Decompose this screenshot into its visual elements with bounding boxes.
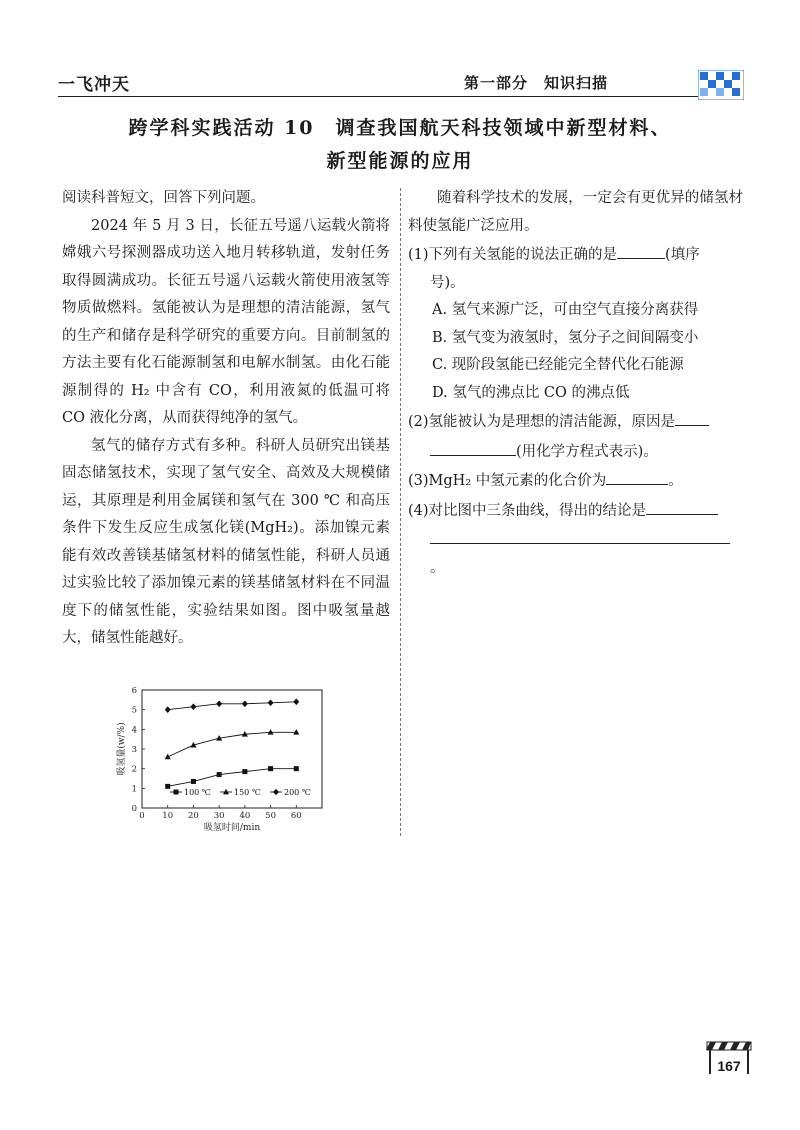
legend-label: 150 ℃ [234,788,261,797]
header-rule [58,96,700,97]
x-tick-label: 0 [139,811,145,821]
option-b: B. 氢气变为液氢时，氢分子之间间隔变小 [432,329,699,346]
section-name: 知识扫描 [543,74,608,92]
data-point-diamond [293,699,299,706]
y-tick-label: 6 [131,686,137,696]
legend-marker-square [174,790,179,795]
data-point-square [165,784,170,789]
data-point-square [217,772,222,777]
hydrogen-absorption-chart [112,680,352,840]
series-line-triangle [168,732,297,757]
brand-logo: 一飞冲天 [58,75,130,95]
intro-text: 阅读科普短文，回答下列问题。 [62,190,265,206]
x-axis-label: 吸氢时间/min [203,823,261,833]
page-number: 167 [717,1058,741,1074]
question-1-text: (1)下列有关氢能的说法正确的是 [408,247,618,263]
answer-blank-3[interactable] [606,466,668,485]
x-tick-label: 40 [239,811,251,821]
section-part: 第一部分 [463,74,528,92]
data-point-square [268,766,273,771]
data-point-square [294,766,299,771]
series-line-diamond [168,702,297,710]
answer-blank-2a[interactable] [675,407,709,426]
article-paragraph-2: 氢气的储存方式有多种。科研人员研究出镁基固态储氢技术，实现了氢气安全、高效及大规模储运，其原理是利用金属镁和氢气在 300 ℃ 和高压条件下发生反应生成氢化镁(MgH₂)。添加镍元素能有效改善镁基储氢材料的储氢性能，科研人员通过实验比较了添加镍元素的镁基储氢材料在不同温度下的储氢性能，实验结果如图。图中吸氢量越大，储氢性能越好。 [62,437,390,646]
y-tick-label: 4 [131,725,137,736]
x-tick-label: 60 [290,811,302,821]
data-point-square [242,769,247,774]
question-4-cont-line [408,525,743,582]
question-2 [408,407,743,437]
y-tick-label: 5 [131,705,137,716]
question-4-text: (4)对比图中三条曲线，得出的结论是 [408,502,647,519]
question-2-cont: (用化学方程式表示)。 [516,443,658,460]
y-tick-label: 3 [131,745,137,755]
answer-blank-1[interactable] [617,240,665,259]
page-header [58,64,748,104]
option-a: A. 氢气来源广泛，可由空气直接分离获得 [432,302,699,318]
page-title-line1: 跨学科实践活动 10 调查我国航天科技领域中新型材料、 [128,117,672,139]
legend-label: 200 ℃ [284,788,311,797]
checker-decoration-icon [698,70,744,100]
y-axis-label: 吸氢量(w/%) [117,722,127,776]
question-4-end: 。 [430,559,445,576]
data-point-diamond [216,700,222,707]
question-3-text: (3)MgH₂ 中氢元素的化合价为 [408,473,607,489]
series-line-square [168,769,297,787]
x-tick-label: 10 [162,811,174,821]
data-point-diamond [165,706,171,713]
x-tick-label: 20 [188,811,199,821]
question-1 [408,240,743,270]
question-1-cont: 号)。 [430,274,465,291]
data-point-diamond [190,703,196,710]
y-tick-label: 0 [131,804,137,814]
article-paragraph-1: 2024 年 5 月 3 日，长征五号遥八运载火箭将嫦娥六号探测器成功送入地月转移轨道，发射任务取得圆满成功。长征五号遥八运载火箭使用液氢等物质做燃料。氢能被认为是理想的清洁能源，氢气的生产和储存是科学研究的重要方向。目前制氢的方法主要有化石能源制氢和电解水制氢。由化石能源制得的 H₂ 中含有 CO，利用液氮的低温可将 CO 液化分离，从而获得纯净的氢气。 [62,217,390,426]
question-2-text: (2)氢能被认为是理想的清洁能源，原因是 [408,414,676,430]
data-point-square [191,779,196,784]
option-d: D. 氢气的沸点比 CO 的沸点低 [432,384,630,401]
x-tick-label: 50 [265,811,276,821]
closing-paragraph: 随着科学技术的发展，一定会有更优异的储氢材料使氢能广泛应用。 [408,190,743,234]
question-2-cont-line [408,437,743,467]
answer-blank-4a[interactable] [646,496,718,515]
data-point-diamond [268,699,274,706]
column-divider [400,188,401,836]
data-point-diamond [242,700,248,707]
legend-label: 100 ℃ [184,788,211,797]
y-tick-label: 1 [131,784,137,795]
page-number-badge [704,1038,754,1078]
left-column [62,185,390,653]
legend-marker-diamond [273,789,279,796]
option-c: C. 现阶段氢能已经能完全替代化石能源 [432,357,684,373]
question-3 [408,466,743,496]
y-tick-label: 2 [131,764,137,775]
answer-blank-4b[interactable] [430,525,730,544]
answer-blank-2b[interactable] [430,437,516,456]
question-3-end: 。 [668,473,683,489]
x-tick-label: 30 [213,811,225,821]
question-1-end: (填序 [665,247,700,263]
question-4 [408,496,743,526]
right-column [408,185,743,582]
page-title-line2: 新型能源的应用 [326,150,474,172]
data-point-triangle [165,754,171,760]
section-label [464,72,608,93]
